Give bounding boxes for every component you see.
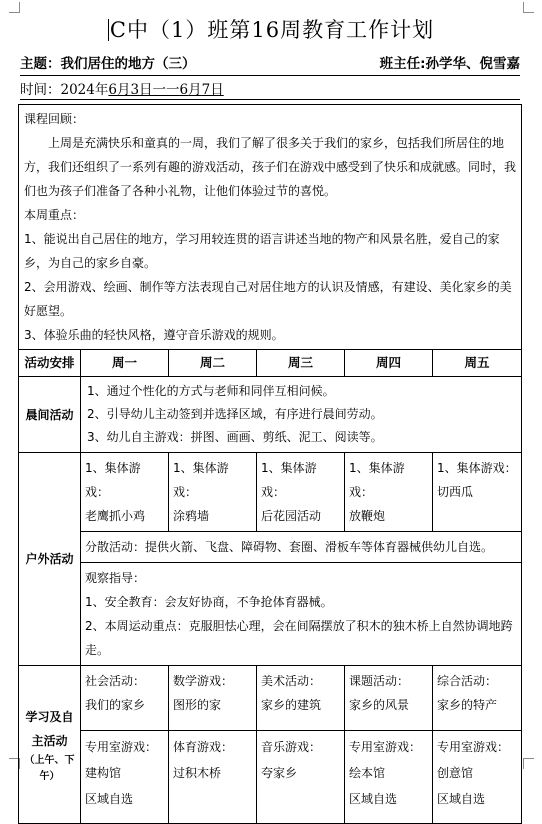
focus-item: 1、能说出自己居住的地方，学习用较连贯的语言讲述当地的物产和风景名胜，爱自己的家乡，为自己的家乡自豪。 [24, 232, 500, 270]
learning-row-2 [19, 731, 522, 824]
morning-line: 2、引导幼儿主动签到并选择区域，有序进行晨间劳动。 [87, 407, 383, 421]
learning-thu-1 [345, 666, 433, 731]
game-name: 老鹰抓小鸡 [85, 509, 146, 523]
activity-type: 音乐游戏： [261, 740, 322, 754]
learning-mon-1 [81, 666, 169, 731]
game-type: 1、集体游戏： [173, 461, 229, 499]
document-title [0, 14, 542, 44]
learning-label-line1: 学习及自 [25, 709, 74, 724]
learning-tue-2 [169, 731, 257, 824]
activity-name: 家乡的建筑 [261, 698, 322, 712]
activity-type: 美术活动： [261, 674, 322, 688]
start-month: 6 [108, 82, 117, 98]
observe-item: 1、安全教育：会友好协商，不争抢体育器械。 [85, 595, 333, 609]
observe-heading: 观察指导： [85, 571, 146, 585]
game-type: 1、集体游戏： [349, 461, 405, 499]
game-type: 1、集体游戏： [261, 461, 317, 499]
learning-label [19, 666, 81, 824]
learning-fri-2 [433, 731, 522, 824]
activity-type: 课题活动： [349, 674, 410, 688]
learning-fri-1 [433, 666, 522, 731]
time-prefix: 时间：2024年 [20, 82, 109, 98]
game-name: 放鞭炮 [349, 509, 386, 523]
theme-label: 主题：我们居住的地方（三） [20, 56, 196, 72]
morning-content [81, 377, 522, 453]
activity-name: 家乡的特产 [437, 698, 498, 712]
focus-item: 2、会用游戏、绘画、制作等方法表现自己对居住地方的认识及情感，有建设、美化家乡的美好愿望。 [24, 280, 512, 318]
activity-name: 图形的家 [173, 698, 222, 712]
scattered-activity-row [19, 532, 522, 563]
morning-label: 晨间活动 [19, 377, 81, 453]
review-text: 上周是充满快乐和童真的一周，我们了解了很多关于我们的家乡，包括我们所居住的地方，我们还组织了一系列有趣的游戏活动，孩子们在游戏中感受到了快乐和成就感。同时，我们也为孩子们准备了各种小礼物，让他们体验过节的喜悦。 [24, 136, 517, 198]
text-cursor [108, 19, 109, 41]
learning-wed-2 [257, 731, 345, 824]
activity-type: 专用室游戏： [85, 740, 158, 754]
game-name: 后花园活动 [261, 509, 322, 523]
activity-name: 创意馆 [437, 766, 474, 780]
activity-extra: 区域自选 [437, 792, 486, 806]
outdoor-game-wed [257, 453, 345, 532]
learning-label-sub: （上午、下午） [24, 754, 75, 782]
activity-type: 专用室游戏： [349, 740, 422, 754]
course-review-cell [19, 105, 522, 350]
game-name: 涂鸦墙 [173, 509, 210, 523]
focus-heading: 本周重点： [24, 208, 85, 222]
activity-name: 我们的家乡 [85, 698, 146, 712]
observation-row [19, 563, 522, 666]
day-header-thu: 周四 [345, 350, 433, 377]
game-name: 切西瓜 [437, 485, 474, 499]
page-corner-mark-top-right [523, 2, 534, 13]
morning-line: 1、通过个性化的方式与老师和同伴互相问候。 [87, 384, 335, 398]
learning-mon-2 [81, 731, 169, 824]
divider-line [20, 75, 520, 76]
day-header-mon: 周一 [81, 350, 169, 377]
page-corner-mark-top-left [9, 2, 20, 13]
day-header-wed: 周三 [257, 350, 345, 377]
activity-arrangement-header: 活动安排 [19, 350, 81, 377]
activity-type: 体育游戏： [173, 740, 234, 754]
outdoor-label: 户外活动 [19, 453, 81, 666]
outdoor-game-thu [345, 453, 433, 532]
scattered-activity: 分散活动：提供火箭、飞盘、障碍物、套圈、滑板车等体育器械供幼儿自选。 [81, 532, 522, 563]
game-type: 1、集体游戏： [85, 461, 141, 499]
start-day: 3 [130, 82, 140, 98]
divider-line [20, 99, 520, 100]
day-separator: 日一一 [139, 82, 180, 98]
outdoor-games-row [19, 453, 522, 532]
time-row [20, 78, 224, 98]
day-header-fri: 周五 [433, 350, 522, 377]
activity-type: 社会活动： [85, 674, 146, 688]
learning-thu-2 [345, 731, 433, 824]
activity-name: 家乡的风景 [349, 698, 410, 712]
observe-item: 2、本周运动重点：克服胆怯心理，会在间隔摆放了积木的独木桥上自然协调地跨走。 [85, 619, 513, 657]
page-corner-mark-bottom-right [523, 758, 534, 769]
learning-tue-1 [169, 666, 257, 731]
activity-name: 绘本馆 [349, 766, 386, 780]
activity-extra: 区域自选 [349, 792, 398, 806]
outdoor-game-mon [81, 453, 169, 532]
activity-extra: 区域自选 [85, 792, 134, 806]
title-text: C中（1）班第16周教育工作计划 [109, 18, 435, 42]
end-day: 7日 [201, 82, 224, 98]
activity-name: 建构馆 [85, 766, 122, 780]
focus-item: 3、体验乐曲的轻快风格，遵守音乐游戏的规则。 [24, 328, 284, 342]
learning-wed-1 [257, 666, 345, 731]
end-month: 6 [179, 82, 189, 98]
activity-type: 数学游戏： [173, 674, 234, 688]
learning-label-line2: 主活动 [31, 733, 68, 748]
learning-row-1 [19, 666, 522, 731]
game-type: 1、集体游戏： [437, 461, 517, 475]
month-char-1: 月 [116, 82, 131, 98]
outdoor-game-fri [433, 453, 522, 532]
schedule-header-row [19, 350, 522, 377]
outdoor-game-tue [169, 453, 257, 532]
theme-row [20, 52, 520, 72]
observation-guidance [81, 563, 522, 666]
morning-row [19, 377, 522, 453]
activity-type: 综合活动： [437, 674, 498, 688]
morning-line: 3、幼儿自主游戏：拼图、画画、剪纸、泥工、阅读等。 [87, 430, 383, 444]
plan-table [18, 104, 522, 824]
activity-type: 专用室游戏： [437, 740, 510, 754]
month-char-2: 月 [188, 82, 202, 98]
day-header-tue: 周二 [169, 350, 257, 377]
review-heading: 课程回顾： [24, 112, 85, 126]
activity-name: 过积木桥 [173, 766, 222, 780]
teacher-label: 班主任:孙学华、倪雪嘉 [379, 56, 520, 72]
activity-name: 夸家乡 [261, 766, 298, 780]
